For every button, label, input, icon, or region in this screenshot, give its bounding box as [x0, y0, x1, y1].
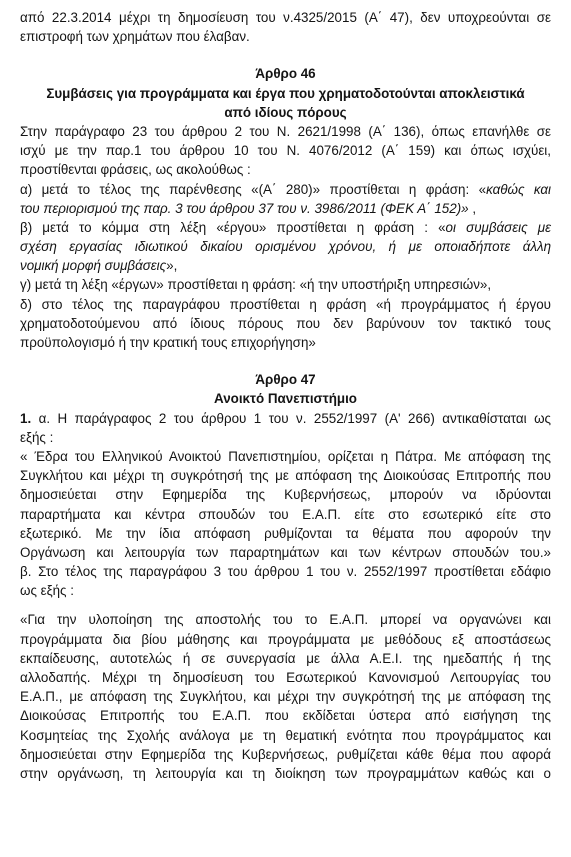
quote-1-line: παραρτήματα και κέντρα σπουδών του Ε.Α.Π. είτε στο εσωτερικό είτε στο: [20, 506, 551, 522]
quote-1-line: Οργάνωση και λειτουργία των παραρτημάτων και των κέντρων σπουδών του.»: [20, 544, 551, 560]
quote-2-line: προγράμματα δια βίου μάθησης και προγράμματα με μεθόδους εξ αποστάσεως: [20, 631, 551, 647]
article-47-heading: Άρθρο 47: [255, 372, 316, 388]
para-1-number: 1.: [20, 410, 32, 426]
quote-1-line: Συγκλήτου και μέχρι τη συγκρότησή της με απόφαση της Διοικούσας Επιτροπής που: [20, 468, 551, 484]
item-a-prefix: α) μετά το τέλος της παρένθεσης «(Α΄ 280)» προστίθεται η φράση: «: [20, 181, 487, 197]
item-a-end: ,: [468, 200, 477, 216]
quote-1-line: « Έδρα του Ελληνικού Ανοικτού Πανεπιστημίου, ορίζεται η Πάτρα. Με απόφαση της: [20, 448, 551, 464]
item-b-italic: νομική μορφή συμβάσεις: [20, 258, 167, 274]
quote-2-line: Διοικούσας Επιτροπής του Ε.Α.Π. που εκδίδεται ύστερα από εισήγηση της: [20, 708, 551, 724]
quote-1-line: εξωτερικό. Με την ίδια απόφαση ρυθμίζονται τα θέματα που αφορούν την: [20, 525, 551, 541]
item-b-line: [20, 256, 551, 275]
quote-2-line: Ε.Α.Π., με απόφαση της Συγκλήτου, και μέχρι την συγκρότησή της με απόφαση της: [20, 689, 551, 705]
item-b-italic: σχέση εργασίας ιδιωτικού δικαίου ορισμένου χρόνου, ή με οποιαδήποτε άλλη: [20, 239, 551, 255]
item-d-line: προϋπολογισμό ή την κρατική τους επιχορήγηση»: [20, 335, 316, 350]
item-a-italic: καθώς και: [486, 181, 551, 197]
article-46-heading: Άρθρο 46: [255, 66, 316, 82]
item-b-prefix: β) μετά το κόμμα στη λέξη «έργου» προστίθεται η φράση : «: [20, 219, 446, 235]
item-d-line: χρηματοδοτούμενου από ίδιους πόρους που δεν βαρύνουν τον τακτικό τους: [20, 315, 551, 331]
quote-2-line: αλλοδαπής. Μέχρι τη δημοσίευση του Εσωτερικού Κανονισμού Λειτουργίας του: [20, 670, 551, 685]
item-b-italic: οι συμβάσεις με: [445, 219, 551, 235]
para-1-line: [20, 409, 551, 428]
item-b-end: »,: [166, 258, 178, 274]
item-a-italic: του περιορισμού της παρ. 3 του άρθρου 37 του ν. 3986/2011 (ΦΕΚ Α΄ 152)»: [20, 200, 469, 216]
quote-2-line: δημοσιεύεται στην Εφημερίδα της Κυβερνήσεως, ρυθμίζεται κάθε θέμα που αφορά: [20, 746, 551, 762]
article-46-text-line: Στην παράγραφο 23 του άρθρου 2 του Ν. 2621/1998 (Α΄ 136), όπως επανήλθε σε: [20, 123, 551, 139]
quote-2-line: Κοσμητείας της Σχολής ανάλογα με τη θεματική ενότητα που προγράμματος και: [20, 727, 551, 743]
item-a-line: [20, 180, 551, 199]
item-b-line: [20, 218, 551, 237]
para-b-line: β. Στο τέλος της παραγράφου 3 του άρθρου 1 του ν. 2552/1997 προστίθεται εδάφιο: [20, 564, 551, 580]
article-46-title: Συμβάσεις για προγράμματα και έργα που χρηματοδοτούνται αποκλειστικά: [46, 85, 525, 101]
article-46-text-line: ισχύ με την παρ.1 του άρθρου 10 του Ν. 4076/2012 (Α΄ 159) και όπως ισχύει,: [20, 143, 551, 159]
intro-line: επιστροφή των χρημάτων που έλαβαν.: [20, 29, 250, 45]
article-46-text-line: προστίθενται φράσεις, ως ακολούθως :: [20, 162, 251, 178]
para-1-line: εξής :: [20, 429, 54, 445]
quote-2-line: εκπαίδευσης, αυτοτελώς ή σε συνεργασία με άλλα Α.Ε.Ι. της ημεδαπής ή της: [20, 650, 551, 666]
quote-1-line: δημοσιεύεται στην Εφημερίδα της Κυβερνήσεως, μπορούν να ιδρύονται: [20, 487, 551, 503]
article-47-title: Ανοικτό Πανεπιστήμιο: [214, 391, 357, 407]
para-b-line: ως εξής :: [20, 583, 74, 599]
quote-2-line: στην οργάνωση, τη λειτουργία και τη διοίκηση των προγραμμάτων καθώς και ο: [20, 765, 551, 781]
intro-line: από 22.3.2014 μέχρι τη δημοσίευση του ν.4325/2015 (Α΄ 47), δεν υποχρεούνται σε: [20, 10, 551, 25]
item-d-line: δ) στο τέλος της παραγράφου προστίθεται η φράση «ή προγράμματος ή έργου: [20, 296, 551, 312]
quote-2-line: «Για την υλοποίηση της αποστολής του το Ε.Α.Π. μπορεί να οργανώνει και: [20, 612, 551, 628]
item-c-line: γ) μετά τη λέξη «έργων» προστίθεται η φράση: «ή την υποστήριξη υπηρεσιών»,: [20, 277, 492, 293]
article-46-title: από ιδίους πόρους: [224, 104, 347, 120]
para-1-text: α. Η παράγραφος 2 του άρθρου 1 του ν. 2552/1997 (Α' 266) αντικαθίσταται ως: [31, 410, 551, 426]
item-a-line: [20, 199, 551, 218]
